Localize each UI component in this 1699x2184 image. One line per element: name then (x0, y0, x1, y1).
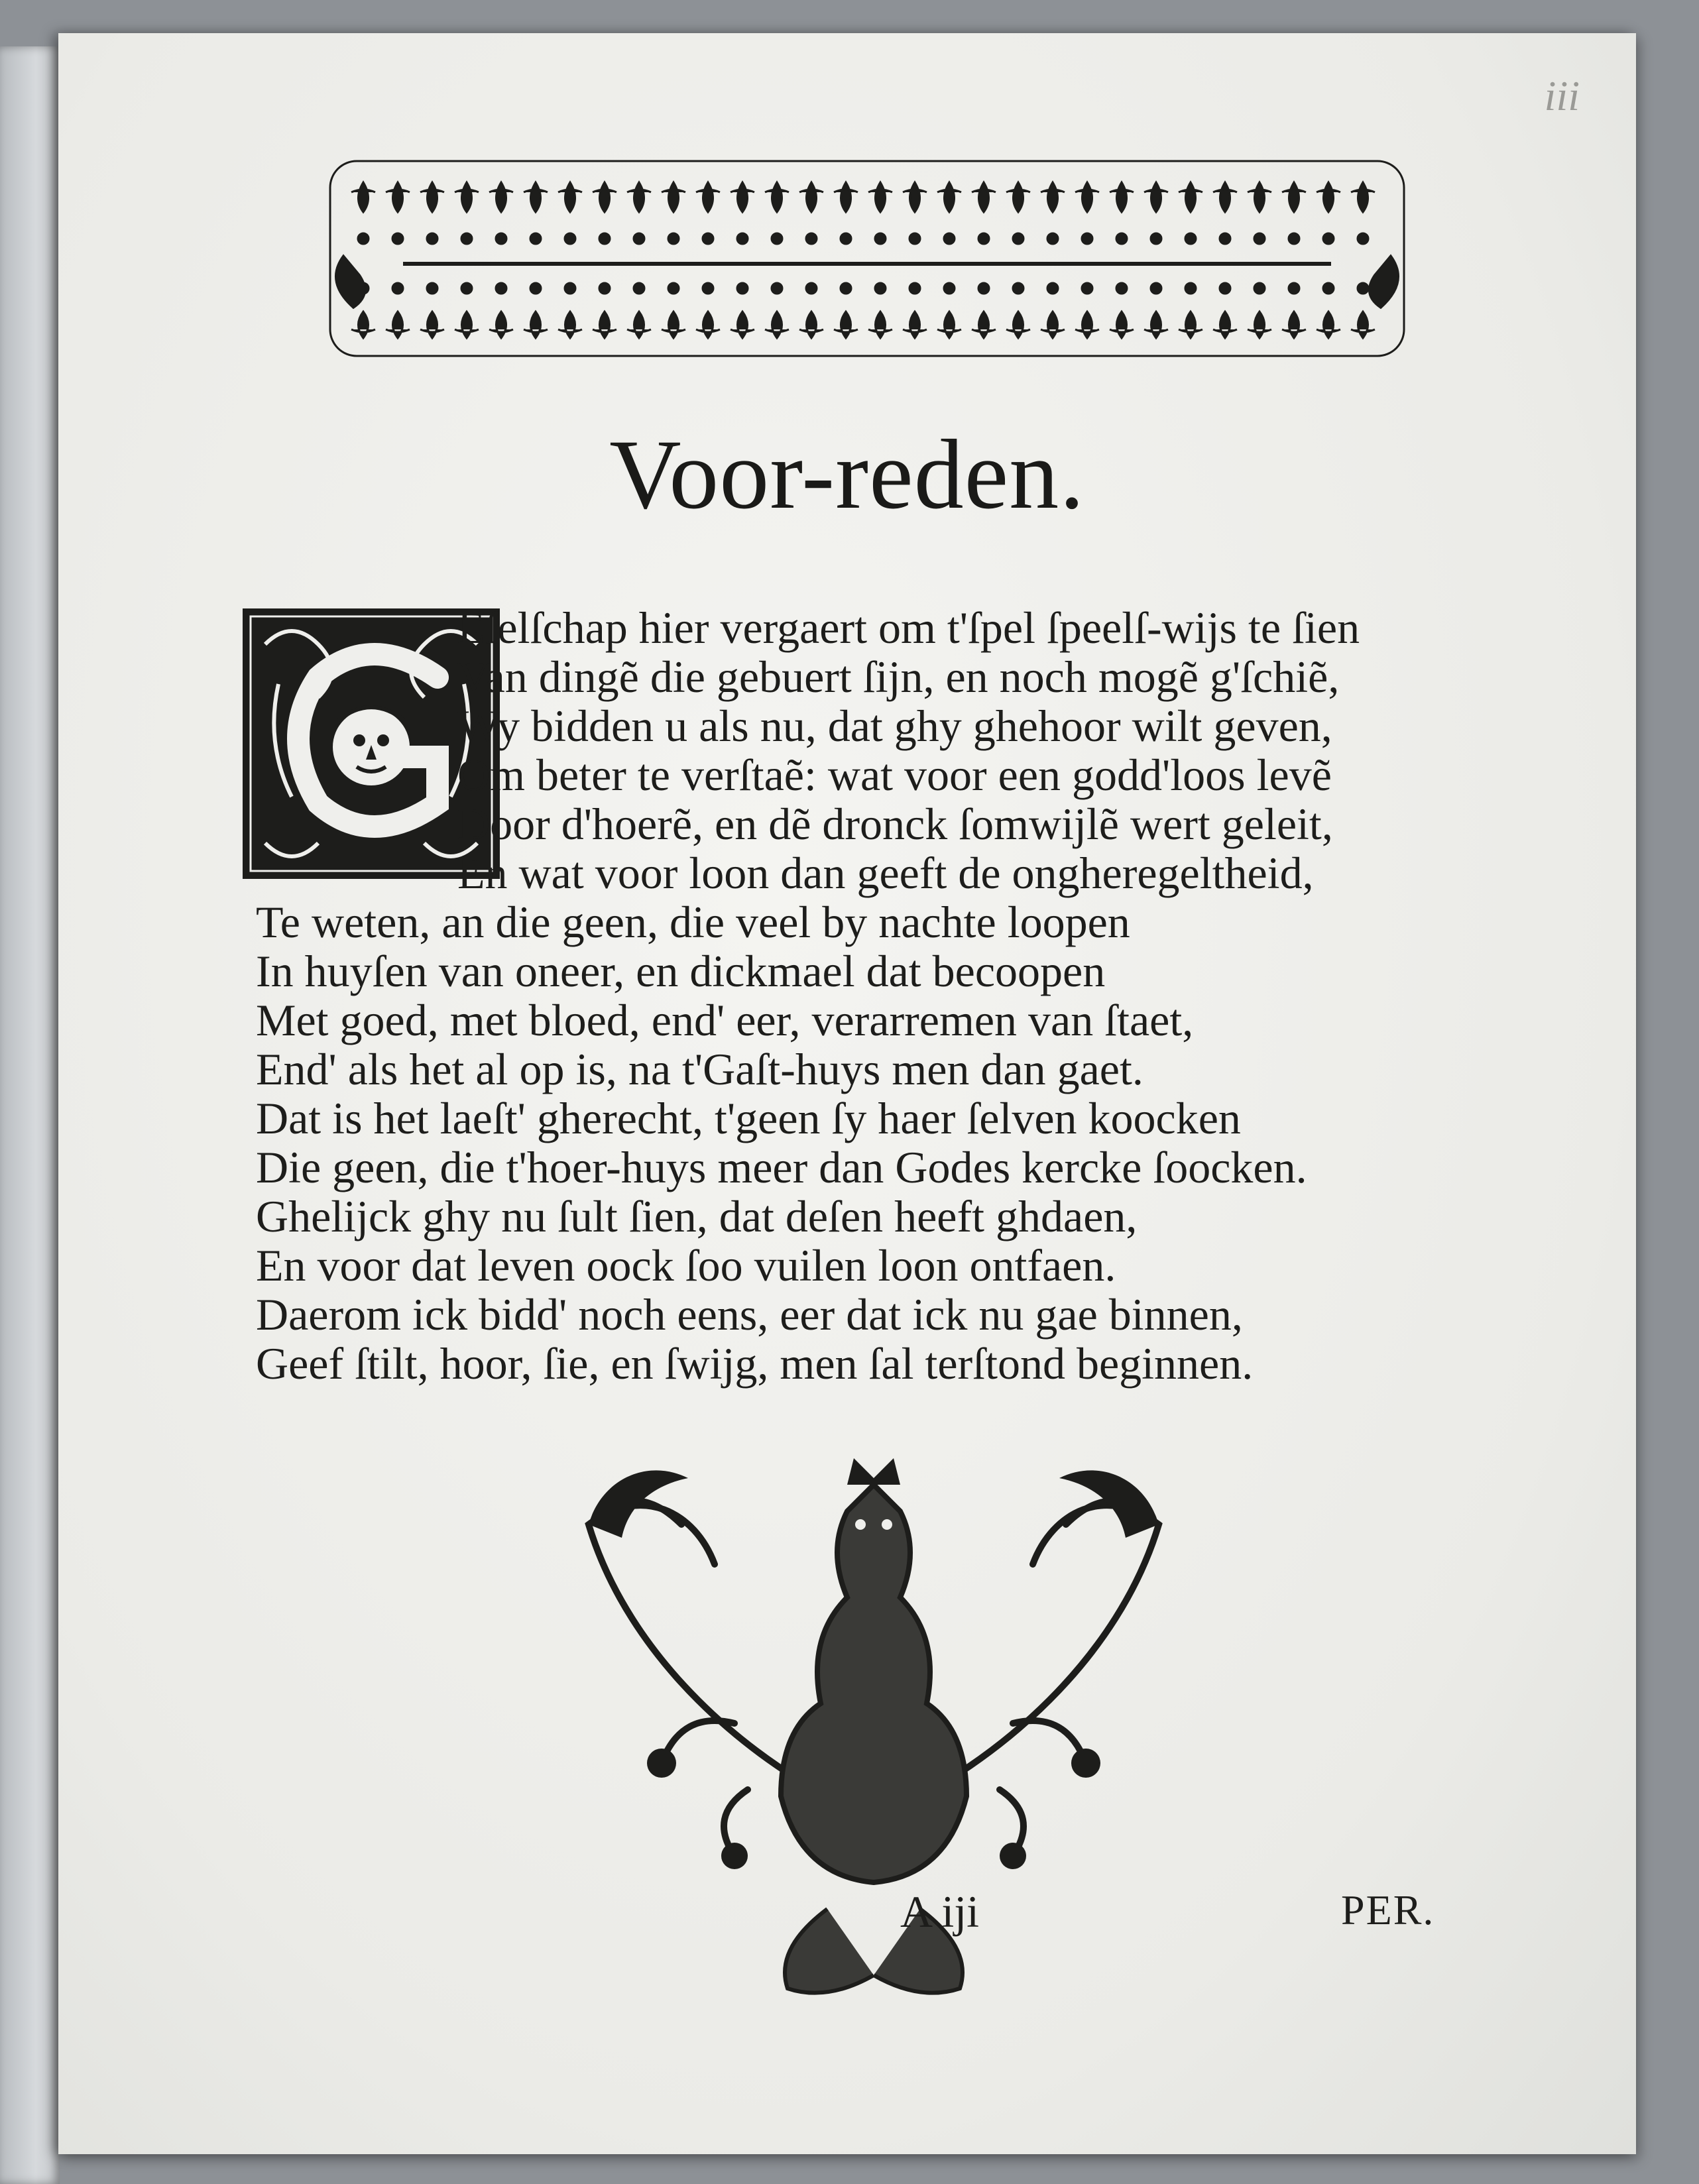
verse-line: Met goed, met bloed, end' eer, verarremen van ſtaet, (256, 995, 1194, 1045)
verse-line: Daerom ick bidd' noch eens, eer dat ick nu gae binnen, (256, 1289, 1243, 1340)
verse-line: Die geen, die t'hoer-huys meer dan Godes kercke ſoocken. (256, 1142, 1307, 1192)
verse-line: Door d'hoerẽ, en dẽ dronck ſomwijlẽ wert geleit, (457, 799, 1333, 849)
verse-line: Ghelijck ghy nu ſult ſien, dat deſen heeft ghdaen, (256, 1191, 1138, 1241)
verse-line: Van dingẽ die gebuert ſijn, en noch mogẽ g'ſchiẽ, (457, 652, 1340, 702)
page-title: Voor-reden. (609, 420, 1085, 530)
signature-mark: A iji (900, 1886, 980, 1937)
verse-line: En wat voor loon dan geeft de ongheregeltheid, (457, 848, 1314, 898)
verse-line: Dat is het laeſt' gherecht, t'geen ſy haer ſelven koocken (256, 1093, 1241, 1143)
verse-line: En voor dat leven oock ſoo vuilen loon ontfaen. (256, 1240, 1116, 1291)
verse-line: Om beter te verſtaẽ: wat voor een godd'loos levẽ (457, 750, 1332, 800)
verse-line: In huyſen van oneer, en dickmael dat becoopen (256, 946, 1106, 996)
tailpiece-ornament (549, 1445, 1199, 2015)
verse-line: Geef ſtilt, hoor, ſie, en ſwijg, men ſal terſtond beginnen. (256, 1338, 1254, 1389)
folio-number: iii (1544, 72, 1580, 119)
catchword: PER. (1341, 1886, 1435, 1933)
verse-line: End' als het al op is, na t'Gaſt-huys men dan gaet. (256, 1044, 1143, 1094)
book-page (58, 33, 1636, 2154)
verse-line: Te weten, an die geen, die veel by nachte loopen (256, 897, 1130, 947)
verse-line: Eſelſchap hier vergaert om t'ſpel ſpeelſ-wijs te ſien (457, 603, 1360, 653)
left-page-edge (0, 46, 60, 2184)
headpiece-ornament (323, 156, 1411, 361)
verse-line: Wy bidden u als nu, dat ghy ghehoor wilt geven, (457, 701, 1332, 751)
